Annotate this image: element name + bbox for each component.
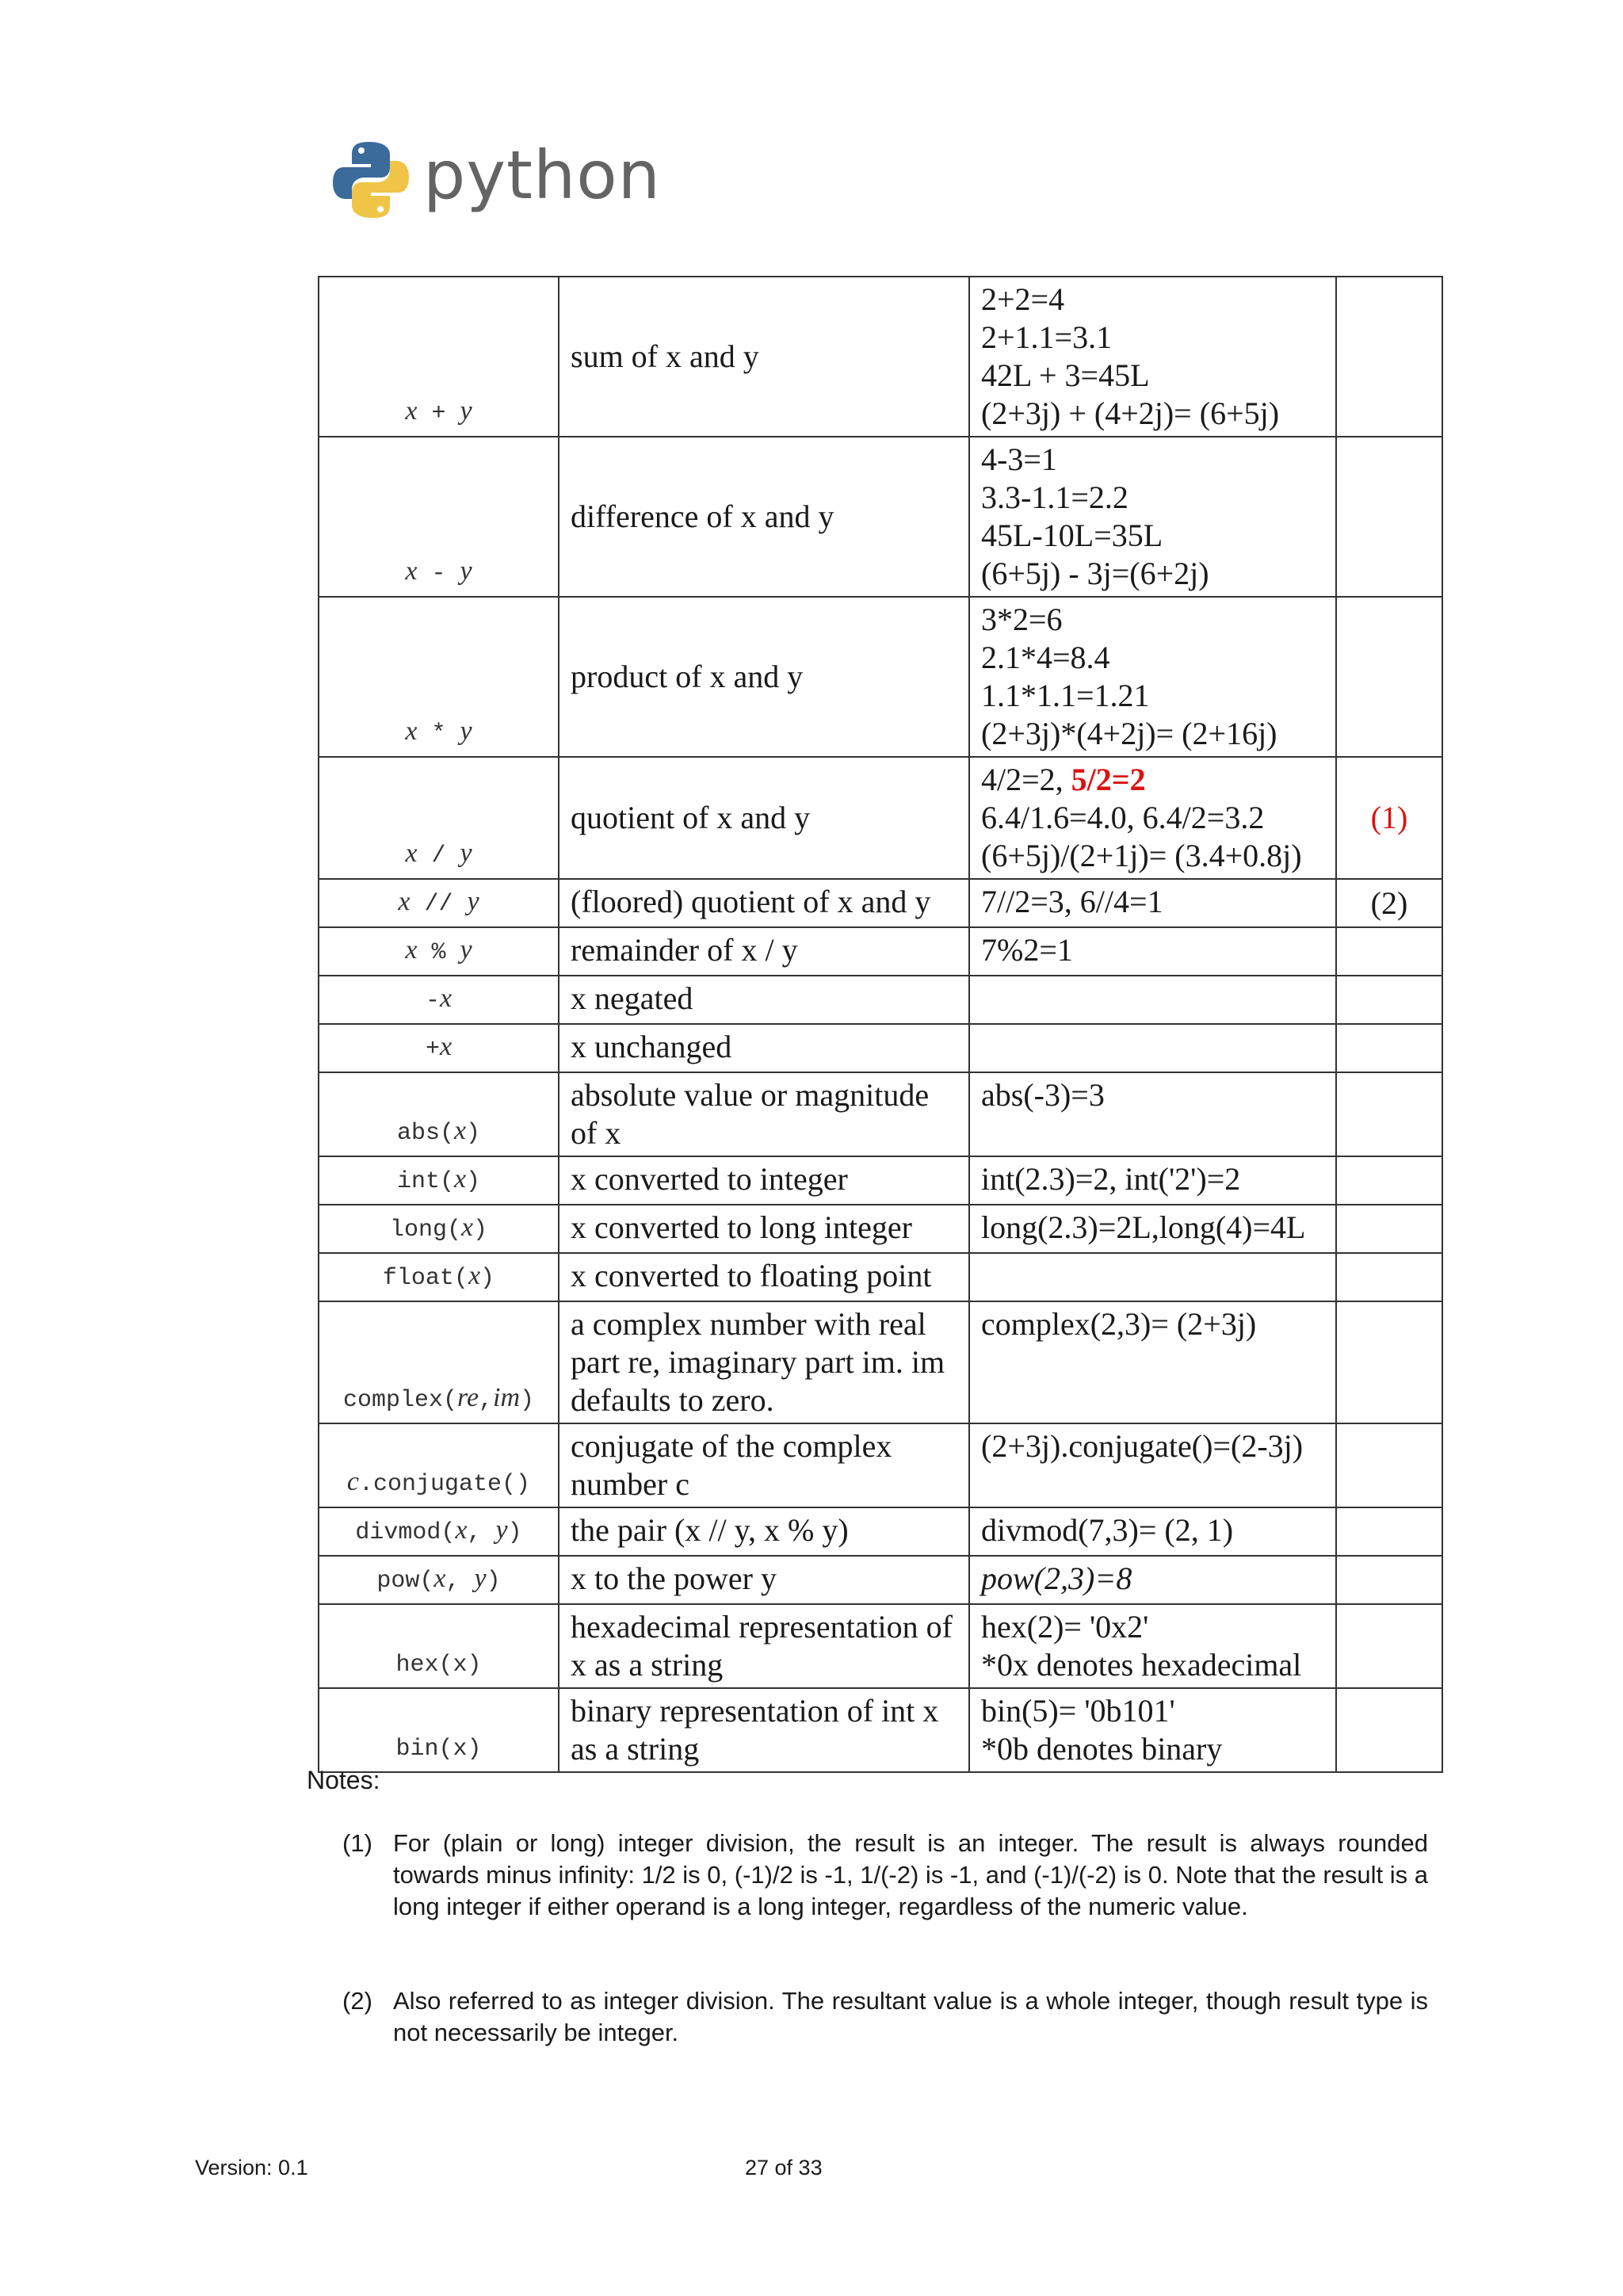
note-cell [1336,1024,1442,1072]
description-cell: quotient of x and y [559,757,969,879]
python-logo-icon [331,139,411,221]
note-cell [1336,1507,1442,1556]
description-cell: absolute value or magnitude of x [559,1072,969,1156]
note-cell [1336,927,1442,976]
note-cell [1336,1604,1442,1688]
example-cell: int(2.3)=2, int('2')=2 [969,1156,1336,1205]
example-cell: 4-3=1 3.3-1.1=2.2 45L-10L=35L (6+5j) - 3j=(6+2j) [969,437,1336,597]
description-cell: x converted to floating point [559,1253,969,1301]
operation-cell: pow(x, y) [319,1556,559,1604]
description-cell: binary representation of int x as a string [559,1688,969,1772]
description-cell: x negated [559,976,969,1024]
example-cell: hex(2)= '0x2' *0x denotes hexadecimal [969,1604,1336,1688]
example-cell [969,1253,1336,1301]
table-row [319,1507,1442,1556]
example-cell: long(2.3)=2L,long(4)=4L [969,1205,1336,1253]
table-row [319,597,1442,757]
example-cell: 3*2=6 2.1*4=8.4 1.1*1.1=1.21 (2+3j)*(4+2j)= (2+16j) [969,597,1336,757]
example-cell: bin(5)= '0b101' *0b denotes binary [969,1688,1336,1772]
example-cell: 7%2=1 [969,927,1336,976]
table-row [319,1688,1442,1772]
operation-cell: x % y [319,927,559,976]
table-row [319,1156,1442,1205]
operation-cell: x + y [319,277,559,437]
operation-cell: float(x) [319,1253,559,1301]
note-number: (1) [342,1829,372,1857]
description-cell: hexadecimal representation of x as a string [559,1604,969,1688]
note-cell [1336,1072,1442,1156]
table-row [319,976,1442,1024]
example-cell: 4/2=2, 5/2=2 6.4/1.6=4.0, 6.4/2=3.2 (6+5j)/(2+1j)= (3.4+0.8j) [969,757,1336,879]
description-cell: x converted to integer [559,1156,969,1205]
table-row [319,277,1442,437]
operation-cell: c.conjugate() [319,1423,559,1507]
example-cell: divmod(7,3)= (2, 1) [969,1507,1336,1556]
table-row [319,437,1442,597]
example-cell: 2+2=4 2+1.1=3.1 42L + 3=45L (2+3j) + (4+2j)= (6+5j) [969,277,1336,437]
table-row [319,879,1442,927]
description-cell: conjugate of the complex number c [559,1423,969,1507]
notes-heading: Notes: [307,1766,380,1794]
example-cell [969,1024,1336,1072]
description-cell: x unchanged [559,1024,969,1072]
footer-page-number: 27 of 33 [745,2156,823,2179]
operation-cell: x - y [319,437,559,597]
note-cell [1336,976,1442,1024]
description-cell: a complex number with real part re, imaginary part im. im defaults to zero. [559,1301,969,1423]
description-cell: (floored) quotient of x and y [559,879,969,927]
note-cell [1336,1156,1442,1205]
description-cell: product of x and y [559,597,969,757]
operation-cell: x // y [319,879,559,927]
example-cell: pow(2,3)=8 [969,1556,1336,1604]
table-row [319,757,1442,879]
note-cell [1336,437,1442,597]
note-item [342,1985,1428,2049]
table-row [319,1301,1442,1423]
note-number: (2) [342,1987,372,2015]
operation-cell: x * y [319,597,559,757]
note-cell [1336,1301,1442,1423]
note-text: For (plain or long) integer division, the result is an integer. The result is always rounded towards minus infinity: 1/2 is 0, (-1)/2 is -1, 1/(-2) is -1, and (-1)/(-2) is 0. Note that the result is a long integer if either operand is a long integer, regardless of the numeric value. [393,1829,1428,1920]
table-row [319,1024,1442,1072]
note-cell [1336,1688,1442,1772]
note-cell [1336,1253,1442,1301]
note-cell [1336,277,1442,437]
table-row [319,1072,1442,1156]
example-cell: (2+3j).conjugate()=(2-3j) [969,1423,1336,1507]
operation-cell: int(x) [319,1156,559,1205]
operation-cell: divmod(x, y) [319,1507,559,1556]
table-row [319,1556,1442,1604]
python-logo [331,136,661,223]
table-row [319,1253,1442,1301]
table-row [319,1423,1442,1507]
operation-cell: long(x) [319,1205,559,1253]
logo-wordmark: python [423,136,661,214]
numeric-operations-table [318,276,1443,1773]
operation-cell: -x [319,976,559,1024]
footer-version: Version: 0.1 [195,2156,308,2179]
operation-cell: abs(x) [319,1072,559,1156]
example-cell [969,976,1336,1024]
example-cell: complex(2,3)= (2+3j) [969,1301,1336,1423]
example-cell: abs(-3)=3 [969,1072,1336,1156]
table-row [319,927,1442,976]
note-cell [1336,597,1442,757]
highlighted-example: 5/2=2 [1071,762,1146,797]
example-cell: 7//2=3, 6//4=1 [969,879,1336,927]
description-cell: x to the power y [559,1556,969,1604]
note-item [342,1828,1428,1923]
operation-cell: x / y [319,757,559,879]
note-text: Also referred to as integer division. The resultant value is a whole integer, though result type is not necessarily be integer. [393,1987,1428,2046]
operation-cell: complex(re,im) [319,1301,559,1423]
operation-cell: bin(x) [319,1688,559,1772]
note-cell: (1) [1336,757,1442,879]
description-cell: x converted to long integer [559,1205,969,1253]
table-row [319,1604,1442,1688]
note-cell [1336,1556,1442,1604]
description-cell: remainder of x / y [559,927,969,976]
note-cell [1336,1423,1442,1507]
description-cell: sum of x and y [559,277,969,437]
operation-cell: hex(x) [319,1604,559,1688]
operation-cell: +x [319,1024,559,1072]
description-cell: difference of x and y [559,437,969,597]
note-cell [1336,1205,1442,1253]
note-cell: (2) [1336,879,1442,927]
description-cell: the pair (x // y, x % y) [559,1507,969,1556]
table-row [319,1205,1442,1253]
